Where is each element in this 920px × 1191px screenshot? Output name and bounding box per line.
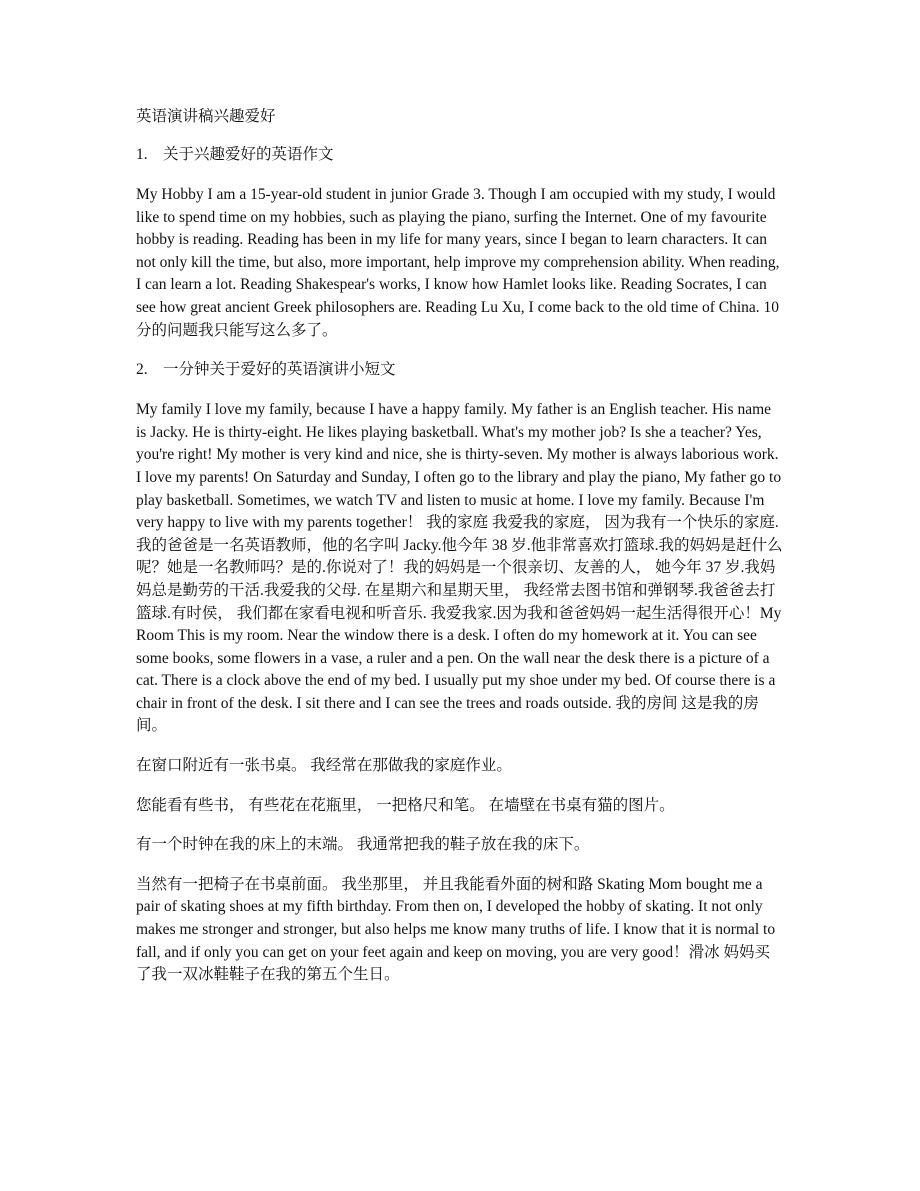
section-1-title: 关于兴趣爱好的英语作文	[163, 146, 334, 163]
section-2-paragraph-4: 有一个时钟在我的床上的末端。 我通常把我的鞋子放在我的床下。	[136, 836, 590, 854]
section-2-number: 2.	[136, 361, 148, 379]
section-2-paragraph-1: My family I love my family, because I have a happy family. My father is an English teacher. His name is Jacky. He is thirty-eight. He likes playing basketball. What's my mother job? Is she a teacher? Yes, you're right! My mother is very kind and nice, she is thirty-seven. My mother is always laborious work. I love my parents! On Saturday and Sunday, I often go to the library and play the piano, My father go to play basketball. Sometimes, we watch TV and listen to music at home. I love my family. Because I'm very happy to live with my parents together！ 我的家庭 我爱我的家庭， 因为我有一个快乐的家庭. 我的爸爸是一名英语教师，他的名字叫 Jacky.他今年 38 岁.他非常喜欢打篮球.我的妈妈是赶什么呢？她是一名教师吗？是的.你说对了！我的妈妈是一个很亲切、友善的人， 她今年 37 岁.我妈妈总是勤劳的干活.我爱我的父母. 在星期六和星期天里， 我经常去图书馆和弹钢琴.我爸爸去打篮球.有时侯， 我们都在家看电视和听音乐. 我爱我家.因为我和爸爸妈妈一起生活得很开心！My Room This is my room. Near the window there is a desk. I often do my homework at it. You can see some books, some flowers in a vase, a ruler and a pen. On the wall near the desk there is a picture of a cat. There is a clock above the end of my bed. I usually put my shoe under my bed. Of course there is a chair in front of the desk. I sit there and I can see the trees and roads outside. 我的房间 这是我的房间。	[136, 401, 783, 735]
section-1-heading	[136, 144, 784, 166]
section-1-number: 1.	[136, 146, 148, 163]
section-2-title: 一分钟关于爱好的英语演讲小短文	[163, 361, 396, 379]
section-2-paragraph-2: 在窗口附近有一张书桌。 我经常在那做我的家庭作业。	[136, 757, 512, 775]
document-title: 英语演讲稿兴趣爱好	[136, 108, 276, 125]
section-2-heading	[136, 359, 784, 381]
section-2-paragraph-5: 当然有一把椅子在书桌前面。 我坐那里， 并且我能看外面的树和路 Skating Mom bought me a pair of skating shoes at my fifth birthday. From then on, I developed the hobby of skating. It not only makes me stronger and stronger, but also helps me know many truths of life. I know that it is normal to fall, and if only you can get on your feet again and keep on moving, you are very good！滑冰 妈妈买了我一双冰鞋鞋子在我的第五个生日。	[136, 875, 776, 984]
section-2-paragraph-3: 您能看有些书， 有些花在花瓶里， 一把格尺和笔。 在墙壁在书桌有猫的图片。	[136, 796, 675, 814]
section-1-paragraph: My Hobby I am a 15-year-old student in junior Grade 3. Though I am occupied with my study, I would like to spend time on my hobbies, such as playing the piano, surfing the Internet. One of my favourite hobby is reading. Reading has been in my life for many years, since I began to learn characters. It can not only kill the time, but also, more important, help improve my comprehension ability. When reading, I can learn a lot. Reading Shakespear's works, I know how Hamlet looks like. Reading Socrates, I can see how great ancient Greek philosophers are. Reading Lu Xu, I come back to the old time of China. 10 分的问题我只能写这么多了。	[136, 186, 780, 339]
document-page	[136, 106, 784, 1004]
